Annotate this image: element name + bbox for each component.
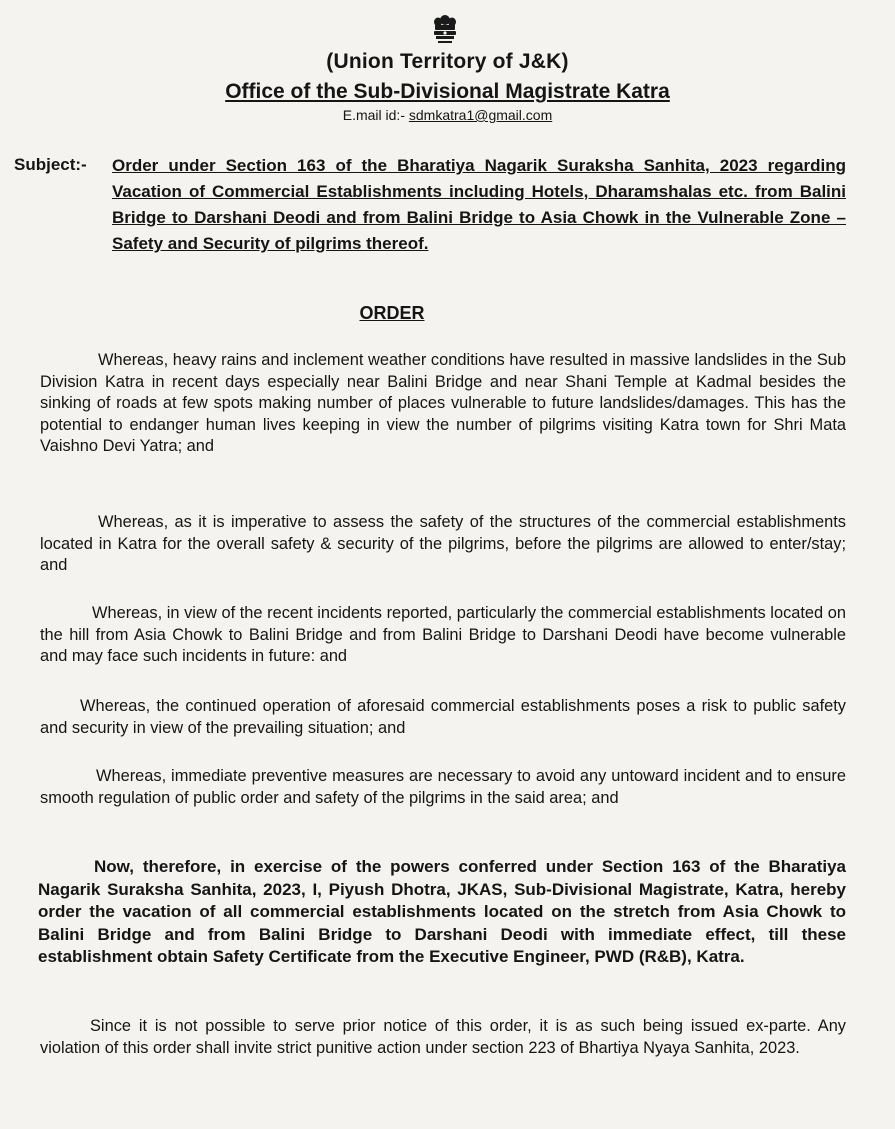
subject-label: Subject:- bbox=[14, 155, 87, 174]
paragraph-whereas-recent-incidents: Whereas, in view of the recent incidents reported, particularly the commercial establishments located on the hill from Asia Chowk to Balini Bridge and from Balini Bridge to Darshani Deodi have become vulnerable and may face such incidents in future: and bbox=[40, 604, 846, 665]
office-title: Office of the Sub-Divisional Magistrate Katra bbox=[225, 80, 670, 103]
paragraph-whereas-safety-assessment: Whereas, as it is imperative to assess the safety of the structures of the commercial establishments located in Katra for the overall safety & security of the pilgrims, before the pilgrims are allowed to enter/stay; and bbox=[40, 513, 846, 574]
paragraph-operative-order: Now, therefore, in exercise of the powers conferred under Section 163 of the Bharatiya Nagarik Suraksha Sanhita, 2023, I, Piyush Dhotra, JKAS, Sub-Divisional Magistrate, Katra, hereby order the vacation of all commercial establishments located on the stretch from Asia Chowk to Balini Bridge and from Balini Bridge to Darshani Deodi with immediate effect, till these establishment obtain Safety Certificate from the Executive Engineer, PWD (R&B), Katra. bbox=[38, 857, 846, 967]
union-territory-line: (Union Territory of J&K) bbox=[326, 50, 569, 73]
order-heading: ORDER bbox=[359, 303, 425, 323]
subject-text: Order under Section 163 of the Bharatiya Nagarik Suraksha Sanhita, 2023 regarding Vacation of Commercial Establishments including Hotels, Dharamshalas etc. from Balini Bridge to Darshani Deodi and from Balini Bridge to Asia Chowk in the Vulnerable Zone – Safety and Security of pilgrims thereof. bbox=[112, 156, 846, 253]
paragraph-whereas-landslides: Whereas, heavy rains and inclement weather conditions have resulted in massive landslides in the Sub Division Katra in recent days especially near Balini Bridge and near Shani Temple at Kadmal besides the sinking of roads at few spots making number of places vulnerable to future landslides/damages. This has the potential to endanger human lives keeping in view the number of pilgrims visiting Katra town for Shri Mata Vaishno Devi Yatra; and bbox=[40, 351, 846, 455]
paragraph-whereas-preventive-measures: Whereas, immediate preventive measures are necessary to avoid any untoward incident and to ensure smooth regulation of public order and safety of the pilgrims in the said area; and bbox=[40, 767, 846, 807]
email-line bbox=[0, 107, 895, 123]
national-emblem-icon bbox=[425, 14, 465, 50]
paragraph-ex-parte-notice: Since it is not possible to serve prior notice of this order, it is as such being issued ex-parte. Any violation of this order shall invite strict punitive action under section 223 of Bhartiya Nyaya Sanhita, 2023. bbox=[40, 1017, 846, 1057]
paragraph-whereas-continued-operation: Whereas, the continued operation of aforesaid commercial establishments poses a risk to public safety and security in view of the prevailing situation; and bbox=[40, 697, 846, 737]
email-label: E.mail id:- bbox=[342, 107, 409, 123]
email-address: sdmkatra1@gmail.com bbox=[408, 107, 553, 123]
